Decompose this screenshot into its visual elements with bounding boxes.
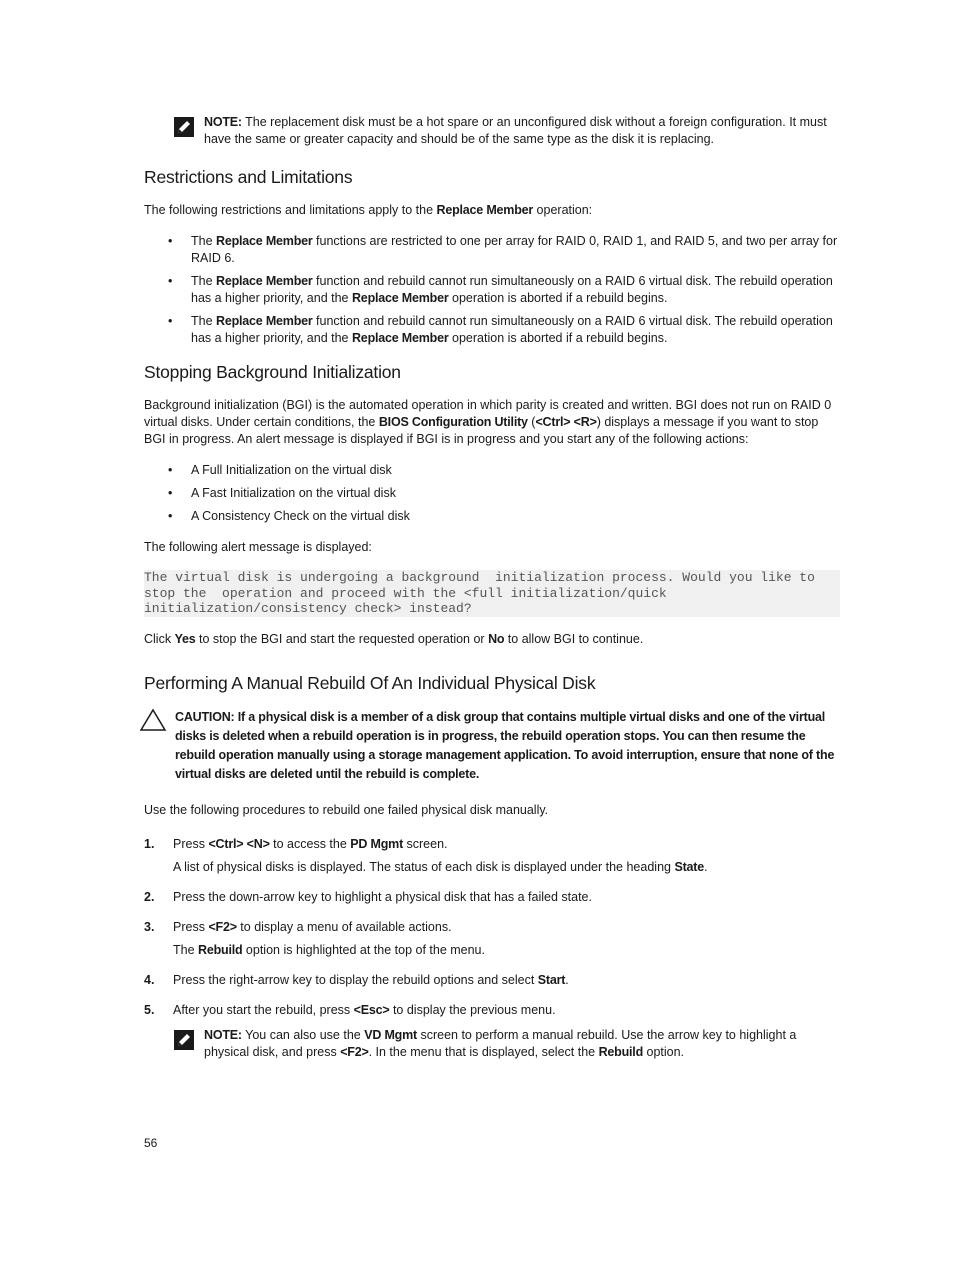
caution-block <box>144 708 840 784</box>
restrictions-list <box>144 233 840 347</box>
note-replacement-disk <box>144 114 840 148</box>
caution-triangle-icon <box>139 708 167 732</box>
step-item: 2. Press the down-arrow key to highlight a physical disk that has a failed state. <box>144 889 592 904</box>
list-item: • The Replace Member function and rebuild cannot run simultaneously on a RAID 6 virtual disk. The rebuild operation has a higher priority, and the Replace Member operation is aborted if a rebuild begins. <box>144 313 840 347</box>
list-item: • The Replace Member function and rebuild cannot run simultaneously on a RAID 6 virtual disk. The rebuild operation has a higher priority, and the Replace Member operation is aborted if a rebuild begins. <box>144 273 840 307</box>
alert-intro: The following alert message is displayed: <box>144 540 372 554</box>
rebuild-steps <box>144 836 840 1061</box>
note-label: NOTE: <box>204 115 242 129</box>
list-item: • A Fast Initialization on the virtual disk <box>144 485 840 502</box>
heading-bgi: Stopping Background Initialization <box>144 362 401 382</box>
step-item: 4. Press the right-arrow key to display the rebuild options and select Start. <box>144 972 569 987</box>
list-item: • A Full Initialization on the virtual disk <box>144 462 840 479</box>
step-item: 5. After you start the rebuild, press <Esc> to display the previous menu. NOTE: You can also use the VD Mgmt screen to perform a manual rebuild. Use the arrow key to highlight a physical disk, and press <F2>. In the menu that is displayed, select the Rebuild option. <box>144 1002 840 1061</box>
bgi-paragraph: Background initialization (BGI) is the automated operation in which parity is created and written. BGI does not run on RAID 0 virtual disks. Under certain conditions, the BIOS Configuration Utility (<Ctrl> <R>) displays a message if you want to stop BGI in progress. An alert message is displayed if BGI is in progress and you start any of the following actions: <box>144 398 832 446</box>
list-item: • The Replace Member functions are restricted to one per array for RAID 0, RAID 1, and RAID 5, and two per array for RAID 6. <box>144 233 840 267</box>
bgi-actions-list <box>144 462 840 525</box>
note-vd-mgmt: NOTE: You can also use the VD Mgmt screen to perform a manual rebuild. Use the arrow key to highlight a physical disk, and press <F2>. In the menu that is displayed, select the Rebuild option. <box>144 1027 840 1061</box>
step-item: 3. Press <F2> to display a menu of available actions. The Rebuild option is highlighted at the top of the menu. <box>144 919 485 957</box>
document-page <box>144 114 840 1074</box>
restrictions-intro: The following restrictions and limitations apply to the Replace Member operation: <box>144 203 593 217</box>
alert-message-code: The virtual disk is undergoing a background initialization process. Would you like to stop the operation and proceed with the <full initialization/quick initialization/consistency check> instead? <box>144 570 840 617</box>
note-pencil-icon <box>174 1030 194 1050</box>
list-item: • A Consistency Check on the virtual disk <box>144 508 840 525</box>
caution-text: CAUTION: If a physical disk is a member of a disk group that contains multiple virtual disks and one of the virtual disks is deleted when a rebuild operation is in progress, the rebuild operation stops. You can then resume the rebuild operation manually using a storage management application. To avoid interruption, ensure that none of the virtual disks are deleted until the rebuild is complete. <box>175 709 835 781</box>
note-pencil-icon <box>174 117 194 137</box>
page-number: 56 <box>144 1136 158 1150</box>
rebuild-intro: Use the following procedures to rebuild one failed physical disk manually. <box>144 802 549 817</box>
note-text: The replacement disk must be a hot spare or an unconfigured disk without a foreign configuration. It must have the same or greater capacity and should be of the same type as the disk it is replacing. <box>204 115 827 146</box>
step-item: 1. Press <Ctrl> <N> to access the PD Mgmt screen. A list of physical disks is displayed. The status of each disk is displayed under the heading State. <box>144 836 708 874</box>
heading-rebuild: Performing A Manual Rebuild Of An Individual Physical Disk <box>144 672 596 693</box>
heading-restrictions: Restrictions and Limitations <box>144 167 353 187</box>
click-instruction: Click Yes to stop the BGI and start the requested operation or No to allow BGI to continue. <box>144 631 644 646</box>
